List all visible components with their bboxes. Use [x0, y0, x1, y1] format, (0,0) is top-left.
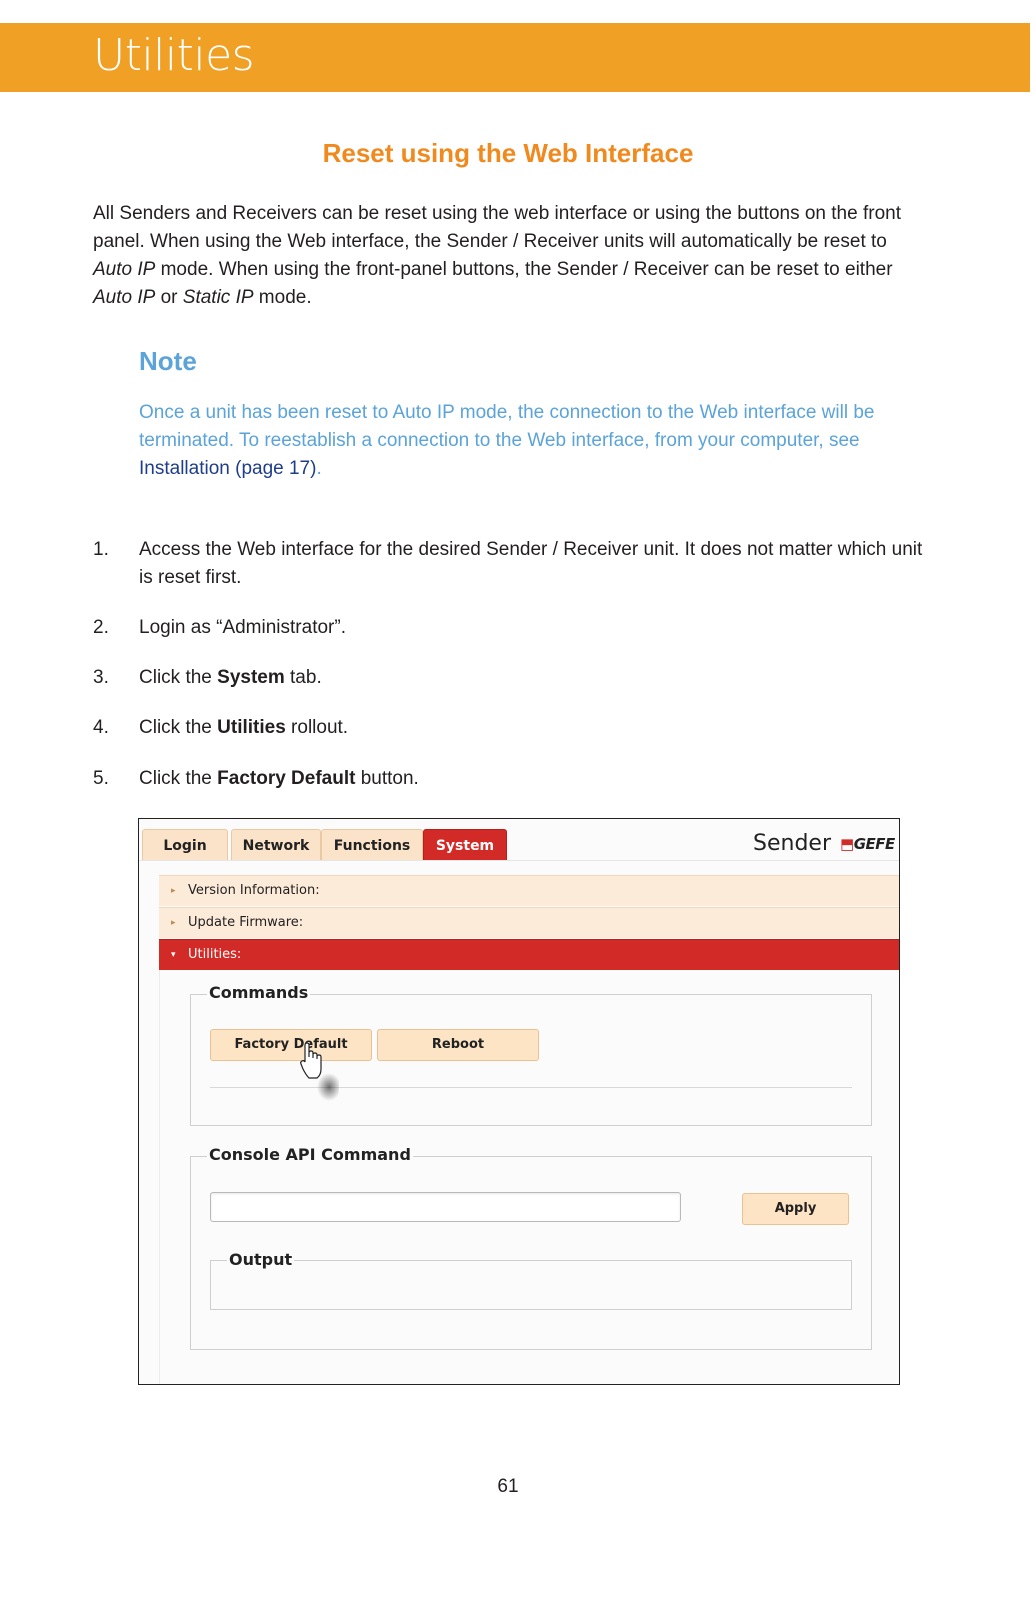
factory-default-button[interactable]: Factory Default: [210, 1029, 372, 1061]
output-legend: Output: [229, 1250, 293, 1269]
rollout-version-information[interactable]: ▸ Version Information:: [159, 875, 900, 906]
commands-legend: Commands: [209, 983, 309, 1002]
installation-link[interactable]: Installation (page 17): [139, 458, 317, 479]
chevron-right-icon: ▸: [171, 918, 176, 928]
output-fieldset: [210, 1260, 852, 1310]
intro-paragraph: All Senders and Receivers can be reset using the web interface or using the buttons on the front panel. When using the Web interface, the Sender / Receiver units will automatically be reset to Auto IP mode. When using the front-panel buttons, the Sender / Receiver can be reset to either Auto IP or Static IP mode.: [93, 203, 901, 308]
page-header-title: Utilities: [93, 30, 255, 81]
apply-button[interactable]: Apply: [742, 1193, 849, 1225]
tab-system[interactable]: System: [423, 829, 507, 861]
chevron-down-icon: ▾: [171, 950, 176, 960]
section-title: Reset using the Web Interface: [322, 138, 694, 168]
note-title: Note: [139, 346, 197, 376]
reboot-button[interactable]: Reboot: [377, 1029, 539, 1061]
web-interface-screenshot: [138, 818, 900, 1385]
brand-logo: ⬒GEFE: [840, 835, 895, 853]
tab-network[interactable]: Network: [231, 829, 321, 861]
rollout-update-firmware[interactable]: ▸ Update Firmware:: [159, 907, 900, 938]
page-number: 61: [497, 1476, 519, 1497]
rollout-utilities[interactable]: ▾ Utilities:: [159, 939, 900, 970]
note-text: Once a unit has been reset to Auto IP mode, the connection to the Web interface will be terminated. To reestablish a connection to the Web interface, from your computer, see Installation (page 17).: [139, 402, 875, 479]
console-api-legend: Console API Command: [209, 1145, 411, 1164]
logo-g-icon: ⬒: [840, 835, 854, 853]
console-command-input[interactable]: [210, 1192, 681, 1222]
device-type-label: Sender: [753, 831, 831, 856]
tab-login[interactable]: Login: [142, 829, 228, 861]
hand-cursor-icon: [299, 1043, 339, 1103]
tab-divider: [139, 860, 899, 861]
chevron-right-icon: ▸: [171, 886, 176, 896]
tab-functions[interactable]: Functions: [321, 829, 423, 861]
